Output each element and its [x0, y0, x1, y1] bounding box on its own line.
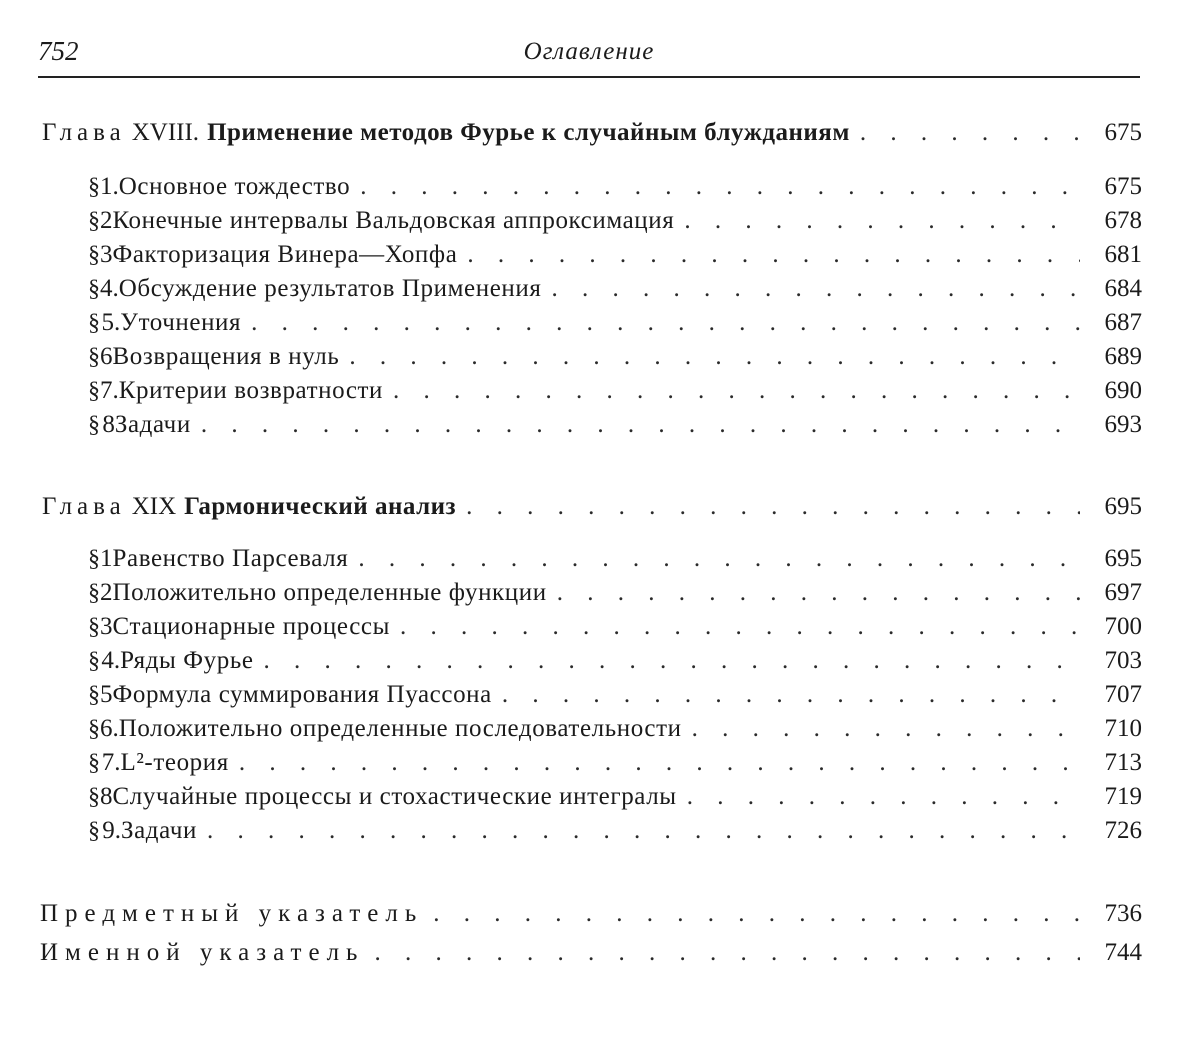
page-ref: 697	[1104, 579, 1142, 606]
dot-leader	[207, 814, 1080, 848]
page-ref: 695	[1104, 545, 1142, 572]
dot-leader	[551, 272, 1080, 306]
chapter-number: XIX	[131, 493, 177, 520]
index-title: Предметный указатель	[40, 900, 424, 927]
page-ref: 693	[1104, 411, 1142, 438]
section-number: 9.	[102, 817, 121, 844]
chapter-title: Применение методов Фурье к случайным блужданиям	[207, 119, 850, 146]
section-title: Конечные интервалы Вальдовская аппроксимация	[112, 207, 675, 234]
dot-leader	[251, 306, 1080, 340]
dot-leader	[393, 374, 1080, 408]
section-title: Основное тождество	[118, 173, 351, 200]
section-number: 7.	[101, 749, 121, 776]
section-title: Случайные процессы и стохастические интегралы	[112, 783, 677, 810]
chapter-label: Глава	[42, 493, 126, 520]
page-ref: 726	[1104, 817, 1142, 844]
section-number: 4.	[101, 647, 121, 674]
index-title: Именной указатель	[40, 939, 365, 966]
dot-leader	[860, 116, 1080, 150]
section-title: Ряды Фурье	[120, 647, 254, 674]
toc-section[interactable]	[88, 678, 1142, 712]
section-mark: §	[88, 648, 100, 674]
section-mark: §	[88, 310, 100, 336]
dot-leader	[239, 746, 1080, 780]
toc-name-index[interactable]	[40, 936, 1142, 970]
page-ref: 700	[1104, 613, 1142, 640]
section-title: Формула суммирования Пуассона	[112, 681, 492, 708]
section-number: 1	[100, 545, 113, 572]
toc-section[interactable]	[88, 712, 1142, 746]
section-number: 6.	[100, 715, 119, 742]
dot-leader	[374, 936, 1080, 970]
section-title: Критерии возвратности	[118, 377, 384, 404]
section-mark: §	[88, 716, 100, 742]
section-mark: §	[88, 174, 100, 200]
section-mark: §	[88, 784, 100, 810]
toc-section[interactable]	[88, 170, 1142, 204]
page-ref: 736	[1104, 900, 1142, 927]
section-title: Равенство Парсеваля	[112, 545, 349, 572]
section-mark: §	[88, 750, 100, 776]
dot-leader	[684, 204, 1080, 238]
section-title: Стационарные процессы	[112, 613, 390, 640]
section-number: 2	[100, 579, 113, 606]
dot-leader	[360, 170, 1080, 204]
section-title: Уточнения	[120, 309, 242, 336]
section-number: 4.	[100, 275, 119, 302]
dot-leader	[349, 340, 1080, 374]
toc-section[interactable]	[88, 306, 1142, 340]
page-ref: 690	[1104, 377, 1142, 404]
dot-leader	[466, 490, 1080, 524]
toc-chapter-18[interactable]	[42, 116, 1142, 150]
toc-section[interactable]	[88, 746, 1142, 780]
page-ref: 689	[1104, 343, 1142, 370]
chapter-number: XVIII.	[131, 119, 200, 146]
dot-leader	[264, 644, 1080, 678]
section-mark: §	[88, 580, 100, 606]
section-title: Возвращения в нуль	[112, 343, 340, 370]
section-mark: §	[88, 412, 100, 438]
section-title: Положительно определенные последовательности	[118, 715, 682, 742]
dot-leader	[557, 576, 1080, 610]
toc-section[interactable]	[88, 644, 1142, 678]
section-number: 6	[100, 343, 113, 370]
section-number: 2	[100, 207, 113, 234]
dot-leader	[201, 408, 1080, 442]
page-ref: 707	[1104, 681, 1142, 708]
section-mark: §	[88, 242, 100, 268]
toc-chapter-19[interactable]	[42, 490, 1142, 524]
section-mark: §	[88, 378, 100, 404]
section-title: Задачи	[114, 411, 191, 438]
page-ref: 713	[1104, 749, 1142, 776]
page-ref: 678	[1104, 207, 1142, 234]
toc-section[interactable]	[88, 408, 1142, 442]
section-title: Обсуждение результатов Применения	[118, 275, 542, 302]
section-number: 7.	[100, 377, 119, 404]
toc-subject-index[interactable]	[40, 897, 1142, 931]
dot-leader	[433, 897, 1080, 931]
section-mark: §	[88, 682, 100, 708]
toc-section[interactable]	[88, 204, 1142, 238]
dot-leader	[400, 610, 1080, 644]
toc-section[interactable]	[88, 272, 1142, 306]
dot-leader	[687, 780, 1080, 814]
dot-leader	[358, 542, 1080, 576]
toc-section[interactable]	[88, 576, 1142, 610]
section-title: L²-теория	[120, 749, 229, 776]
section-title: Задачи	[120, 817, 197, 844]
page-ref: 744	[1104, 939, 1142, 966]
page-ref: 719	[1104, 783, 1142, 810]
dot-leader	[467, 238, 1080, 272]
section-title: Положительно определенные функции	[112, 579, 547, 606]
page-ref: 687	[1104, 309, 1142, 336]
toc-section[interactable]	[88, 542, 1142, 576]
page-ref: 675	[1104, 119, 1142, 146]
section-title: Факторизация Винера—Хопфа	[112, 241, 458, 268]
page-number: 752	[38, 36, 79, 66]
running-title: Оглавление	[523, 38, 655, 65]
section-number: 8	[102, 411, 115, 438]
toc-section[interactable]	[88, 340, 1142, 374]
dot-leader	[692, 712, 1080, 746]
section-number: 3	[100, 613, 113, 640]
section-mark: §	[88, 818, 100, 844]
chapter-title: Гармонический анализ	[184, 493, 457, 520]
toc-section[interactable]	[88, 814, 1142, 848]
section-number: 5	[100, 681, 113, 708]
section-number: 3	[100, 241, 113, 268]
toc-section[interactable]	[88, 780, 1142, 814]
page-ref: 684	[1104, 275, 1142, 302]
page-ref: 681	[1104, 241, 1142, 268]
section-number: 8	[100, 783, 113, 810]
section-mark: §	[88, 614, 100, 640]
page-ref: 703	[1104, 647, 1142, 674]
section-mark: §	[88, 208, 100, 234]
section-mark: §	[88, 546, 100, 572]
toc-section[interactable]	[88, 610, 1142, 644]
page-ref: 675	[1104, 173, 1142, 200]
section-mark: §	[88, 276, 100, 302]
section-number: 5.	[101, 309, 121, 336]
chapter-label: Глава	[42, 119, 126, 146]
section-mark: §	[88, 344, 100, 370]
toc-section[interactable]	[88, 374, 1142, 408]
section-number: 1.	[100, 173, 119, 200]
toc-section[interactable]	[88, 238, 1142, 272]
dot-leader	[502, 678, 1080, 712]
page-ref: 710	[1104, 715, 1142, 742]
page-ref: 695	[1104, 493, 1142, 520]
